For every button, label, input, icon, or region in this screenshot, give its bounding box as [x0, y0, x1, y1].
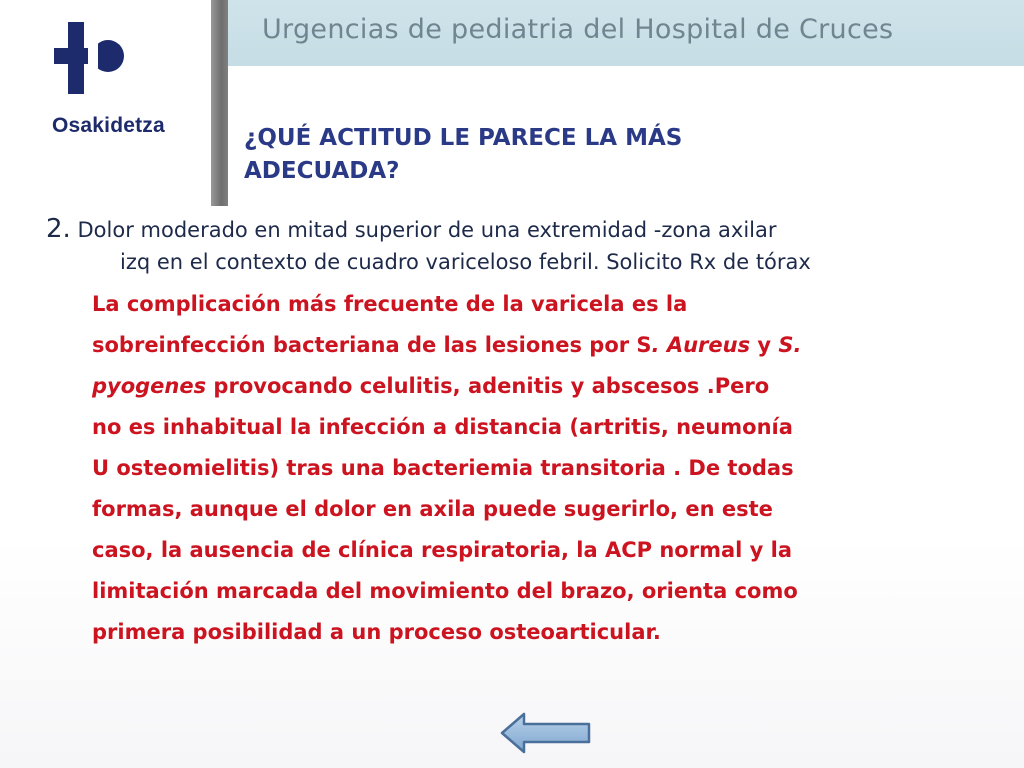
- answer-line: U osteomielitis) tras una bacteriemia transitoria . De todas: [92, 456, 794, 480]
- case-item: [46, 214, 777, 244]
- case-text-line-1: Dolor moderado en mitad superior de una extremidad -zona axilar: [77, 218, 777, 242]
- answer-line: primera posibilidad a un proceso osteoarticular.: [92, 620, 661, 644]
- case-number: 2.: [46, 214, 71, 244]
- question-line-1: ¿QUÉ ACTITUD LE PARECE LA MÁS: [244, 125, 683, 151]
- question-heading: [244, 122, 864, 188]
- answer-line: formas, aunque el dolor en axila puede sugerirlo, en este: [92, 497, 773, 521]
- answer-line: caso, la ausencia de clínica respiratoria, la ACP normal y la: [92, 538, 793, 562]
- header-title: Urgencias de pediatria del Hospital de Cruces: [262, 14, 894, 45]
- case-text-line-2: izq en el contexto de cuadro variceloso febril. Solicito Rx de tórax: [120, 250, 811, 274]
- answer-line: limitación marcada del movimiento del brazo, orienta como: [92, 579, 798, 603]
- answer-paragraph: [92, 284, 992, 653]
- answer-line: sobreinfección bacteriana de las lesiones por S. Aureus y S.: [92, 333, 802, 357]
- answer-line: pyogenes provocando celulitis, adenitis y abscesos .Pero: [92, 374, 770, 398]
- osakidetza-logo-icon: [50, 18, 130, 98]
- vertical-divider-bar: [211, 0, 228, 206]
- logo-wordmark: Osakidetza: [52, 114, 165, 137]
- left-arrow-icon[interactable]: [500, 712, 592, 754]
- question-line-2: ADECUADA?: [244, 158, 400, 184]
- answer-line: no es inhabitual la infección a distancia (artritis, neumonía: [92, 415, 793, 439]
- answer-line: La complicación más frecuente de la varicela es la: [92, 292, 688, 316]
